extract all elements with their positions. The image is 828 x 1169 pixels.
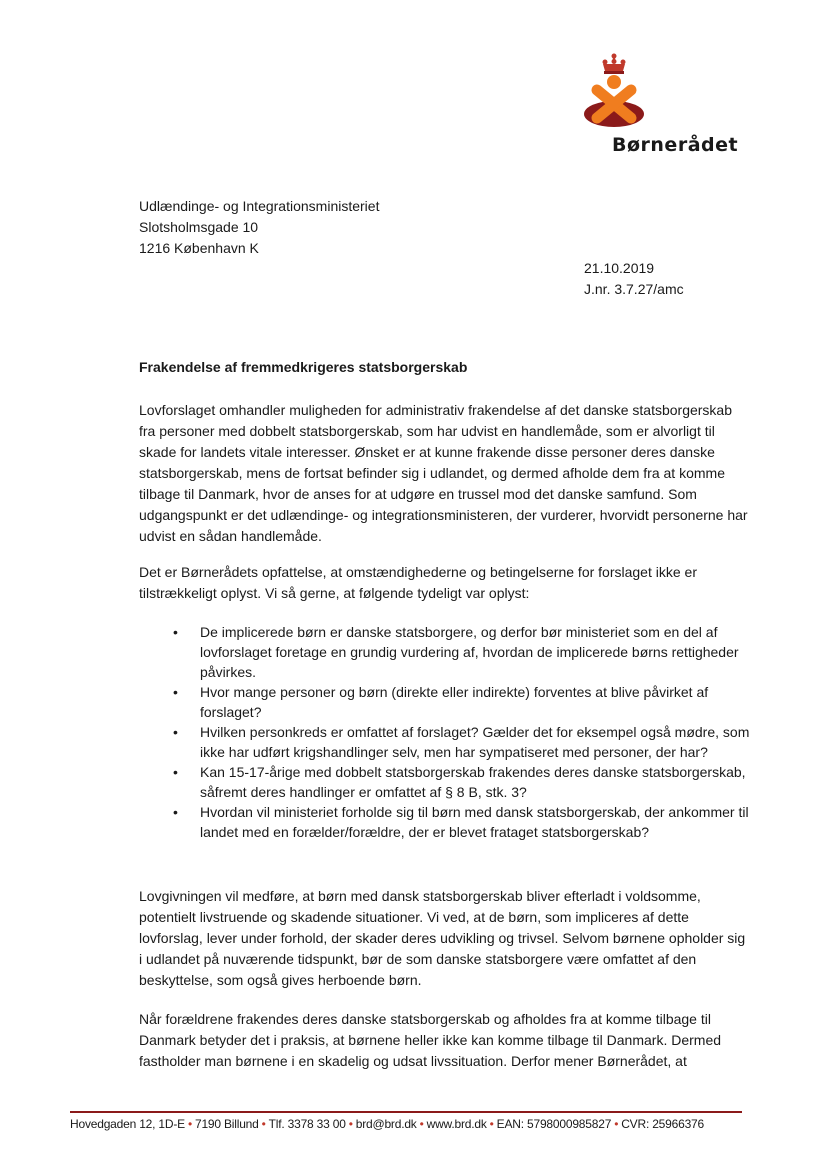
- footer-ean: EAN: 5798000985827: [496, 1117, 612, 1131]
- footer-address: Hovedgaden 12, 1D-E: [70, 1117, 185, 1131]
- letter-date: 21.10.2019: [584, 260, 655, 276]
- separator-dot-icon: •: [419, 1117, 424, 1131]
- date-block: [584, 258, 684, 300]
- separator-dot-icon: •: [348, 1117, 353, 1131]
- recipient-line-1: Udlændinge- og Integrationsministeriet: [139, 198, 380, 214]
- list-item: • Hvordan vil ministeriet forholde sig til børn med dansk statsborgerskab, der ankommer til landet med en forælder/forældre, der er blevet frataget statsborgerskab?: [169, 802, 754, 842]
- journal-number: J.nr. 3.7.27/amc: [584, 281, 684, 297]
- list-item: • Kan 15-17-årige med dobbelt statsborgerskab frakendes deres danske statsborgerskab, såfremt deres handlinger er omfattet af § 8 B, stk. 3?: [169, 762, 754, 802]
- footer-cvr: CVR: 25966376: [621, 1117, 704, 1131]
- recipient-address: [139, 196, 379, 259]
- letter-subject: Frakendelse af fremmedkrigeres statsborgerskab: [139, 359, 468, 375]
- list-item: • Hvilken personkreds er omfattet af forslaget? Gælder det for eksempel også mødre, som ikke har udført krigshandlinger selv, men har sympatiseret med personer, der har?: [169, 722, 754, 762]
- footer-website[interactable]: www.brd.dk: [426, 1117, 487, 1131]
- paragraph-opinion: Det er Børnerådets opfattelse, at omstændighederne og betingelserne for forslaget ikke er tilstrækkeligt oplyst. Vi så gerne, at følgende tydeligt var oplyst:: [139, 564, 697, 601]
- footer-phone: Tlf. 3378 33 00: [268, 1117, 346, 1131]
- list-item: • De implicerede børn er danske statsborgere, og derfor bør ministeriet som en del af lovforslaget foretage en grundig vurdering af, hvordan de implicerede børns rettigheder påvirkes.: [169, 622, 754, 682]
- separator-dot-icon: •: [261, 1117, 266, 1131]
- recipient-line-2: Slotsholmsgade 10: [139, 219, 259, 235]
- footer-contact: [70, 1117, 704, 1131]
- brand-name: Børnerådet: [612, 134, 739, 156]
- separator-dot-icon: •: [187, 1117, 192, 1131]
- list-item: • Hvor mange personer og børn (direkte eller indirekte) forventes at blive påvirket af forslaget?: [169, 682, 754, 722]
- paragraph-conclusion: Når forældrene frakendes deres danske statsborgerskab og afholdes fra at komme tilbage til Danmark betyder det i praksis, at børnene heller ikke kan komme tilbage til Danmark. Dermed fastholder man børnene i en skadelig og udsat livssituation. Derfor mener Børnerådet, at: [139, 1011, 722, 1069]
- recipient-line-3: 1216 København K: [139, 240, 259, 256]
- footer-email[interactable]: brd@brd.dk: [355, 1117, 417, 1131]
- paragraph-intro: Lovforslaget omhandler muligheden for administrativ frakendelse af det danske statsborgerskab fra personer med dobbelt statsborgerskab, som har udvist en handlemåde, som er alvorligt til skade for landets vitale interesser. Ønsket er at kunne frakende disse personer deres danske statsborgerskab, mens de fortsat befinder sig i udlandet, og dermed afholde dem fra at komme tilbage til Danmark, hvor de anses for at udgøre en trussel mod det danske samfund. Som udgangspunkt er det udlændinge- og integrationsministeren, der vurderer, hvorvidt personerne har udvist en sådan handlemåde.: [139, 402, 748, 544]
- paragraph-consequences: Lovgivningen vil medføre, at børn med dansk statsborgerskab bliver efterladt i voldsomme, potentielt livstruende og skadende situationer. Vi ved, at de børn, som impliceres af dette lovforslag, lever under forhold, der skader deres udvikling og trivsel. Selvom børnene opholder sig i udlandet på nuværende tidspunkt, bør de som danske statsborgere være omfattet af den beskyttelse, som også gives herboende børn.: [139, 888, 746, 988]
- separator-dot-icon: •: [489, 1117, 494, 1131]
- question-list: [169, 622, 754, 842]
- separator-dot-icon: •: [614, 1117, 619, 1131]
- footer-divider: [70, 1111, 742, 1113]
- footer-city: 7190 Billund: [194, 1117, 259, 1131]
- crowned-figure-logo-icon: [578, 52, 650, 130]
